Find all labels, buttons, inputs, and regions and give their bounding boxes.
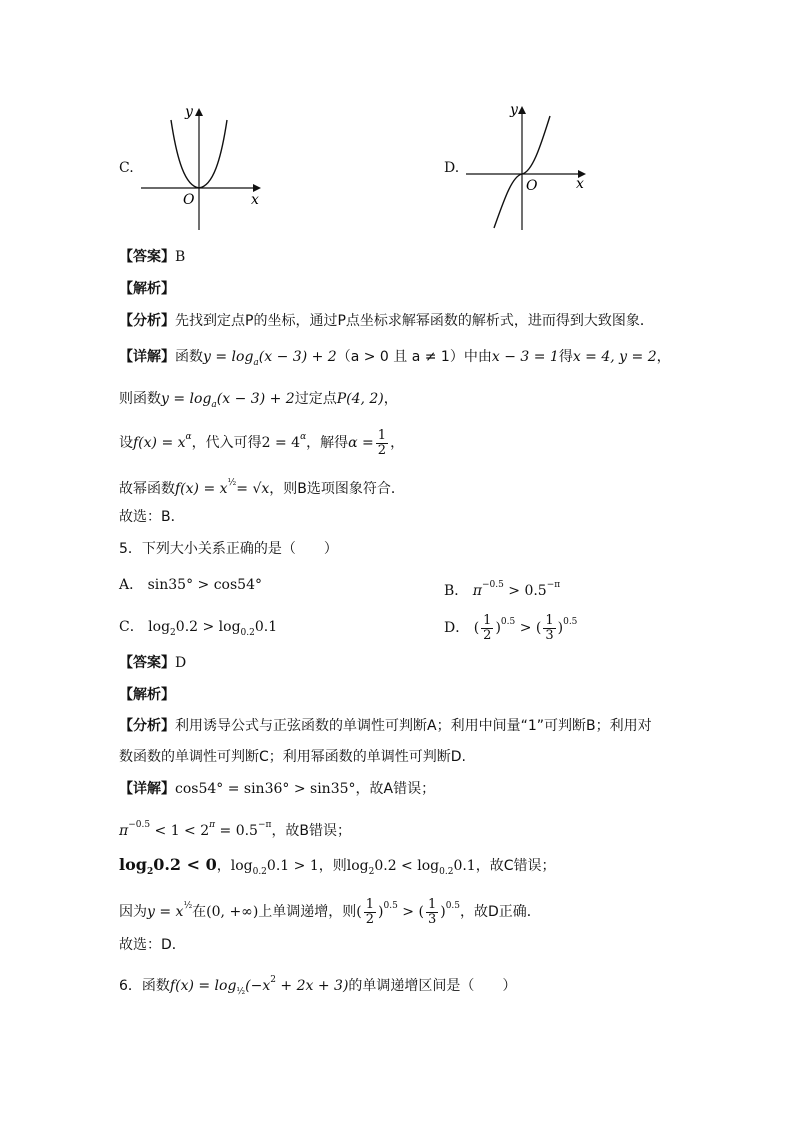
q4-detail-line-2	[119, 389, 398, 415]
math: = √x	[236, 481, 270, 497]
text: 利用诱导公式与正弦函数的单调性可判断A；利用中间量“1”可判断B；利用对	[175, 718, 652, 734]
axis-y-label: y	[185, 104, 193, 120]
math-sup: −π	[257, 820, 272, 830]
math: (0, +∞)	[206, 904, 259, 920]
x-axis-arrow	[253, 184, 261, 192]
graph-d-svg	[444, 100, 594, 235]
q4-fenxi-line	[119, 311, 654, 331]
analysis-tag: 【解析】	[119, 687, 175, 703]
math: (−x	[245, 978, 271, 994]
fraction	[426, 898, 438, 927]
fraction	[543, 614, 555, 643]
math-sup: 0.5	[445, 901, 461, 911]
text: ，	[383, 391, 398, 407]
axis-y-label: y	[510, 102, 518, 118]
math: cos54° = sin36° > sin35°	[175, 781, 356, 797]
numerator: 1	[365, 896, 375, 912]
math: >	[519, 620, 532, 636]
math-sub: 2	[368, 867, 375, 877]
fenxi-text: 先找到定点P的坐标，通过P点坐标求解幂函数的解析式，进而得到大致图象．	[175, 313, 654, 329]
math-sup: 2	[270, 975, 276, 985]
math: = 0.5	[215, 823, 258, 839]
math: (x − 3) + 2	[216, 391, 295, 407]
question-stem: 5．下列大小关系正确的是（ ）	[119, 541, 338, 557]
denominator: 2	[365, 911, 375, 927]
math-sup: ½	[227, 478, 237, 488]
math: log	[148, 619, 171, 635]
option-c-label: C.	[119, 160, 134, 176]
denominator: 3	[545, 627, 554, 643]
math-sub: ½	[236, 987, 246, 997]
text: ，代入可得	[191, 435, 262, 451]
option-label: A．	[119, 577, 144, 593]
text: 故选：D．	[119, 937, 186, 953]
answer-value: D	[175, 655, 187, 671]
text: 在	[192, 904, 207, 920]
q5-detail-line-1	[119, 779, 435, 799]
math: ，log	[216, 858, 253, 874]
math: 0.2 < log	[374, 858, 440, 874]
denominator: 2	[483, 627, 492, 643]
math-sup: −0.5	[128, 820, 151, 830]
math-sup: −π	[546, 580, 561, 590]
fraction	[364, 898, 376, 927]
q5-conclusion	[119, 935, 186, 955]
text: 6．函数	[119, 978, 170, 994]
numerator: 1	[377, 427, 387, 443]
text: ，	[656, 349, 671, 365]
math: π	[472, 583, 482, 599]
math: 2 = 4	[261, 435, 301, 451]
math: π	[119, 823, 129, 839]
y-axis-arrow	[195, 108, 203, 116]
math-sub: 2	[170, 628, 176, 638]
math: y = log	[203, 349, 254, 365]
text: ，故D正确．	[460, 904, 541, 920]
math: sin35° > cos54°	[147, 577, 262, 593]
denominator: 2	[377, 442, 387, 458]
origin-label: O	[183, 192, 195, 208]
math: 0.2 > log	[175, 619, 241, 635]
axis-x-label: x	[576, 176, 584, 192]
math-sub: a	[253, 358, 259, 368]
text: 因为	[119, 904, 147, 920]
y-axis-arrow	[518, 106, 526, 114]
fenxi-tag: 【分析】	[119, 313, 175, 329]
math: P(4, 2)	[336, 391, 384, 407]
q5-detail-line-3	[119, 855, 555, 882]
fraction	[376, 429, 388, 458]
graph-option-c	[119, 100, 269, 235]
math-sup: 0.5	[563, 617, 578, 627]
option-label: D．	[444, 620, 470, 636]
math: 0.1 > 1	[266, 858, 319, 874]
math: 0.1	[254, 619, 278, 635]
math: 0.1	[453, 858, 476, 874]
math-sup: 0.5	[383, 901, 398, 911]
answer-tag: 【答案】	[119, 655, 175, 671]
text: 故选：B．	[119, 509, 185, 525]
math: y = x	[147, 904, 184, 920]
q5-fenxi-line-2	[119, 747, 466, 767]
answer-tag: 【答案】	[119, 249, 175, 265]
math: x − 3 = 1	[491, 349, 559, 365]
math: (x − 3) + 2	[258, 349, 337, 365]
math-sup: 0.5	[500, 617, 516, 627]
q4-answer-line	[119, 247, 185, 267]
q5-stem	[119, 539, 338, 559]
q4-detail-line-4	[119, 473, 405, 499]
q5-fenxi-line-1	[119, 716, 652, 736]
math-sup: α	[185, 432, 192, 442]
analysis-tag: 【解析】	[119, 281, 175, 297]
math: y = log	[161, 391, 212, 407]
math: x = 4, y = 2	[572, 349, 657, 365]
math: + 2x + 3)	[275, 978, 349, 994]
text: 得	[558, 349, 573, 365]
text: ，解得	[306, 435, 349, 451]
math: < 1 < 2	[150, 823, 210, 839]
answer-value: B	[175, 249, 186, 265]
text: ，	[390, 435, 405, 451]
graph-option-d	[444, 100, 594, 235]
text: ，故C错误；	[475, 858, 556, 874]
q5-detail-line-4: 因为$y = x^{\frac{1}{2}}$在(0, +∞)上单调递增，则( $\frac{1}{2}$ )$^{0.5}$ > ( $\frac{1}{3}$ )$^{0.5}$，故D正确．	[119, 896, 541, 927]
math: 0.2 < 0	[153, 855, 217, 874]
numerator: 1	[545, 612, 554, 628]
denominator: 3	[427, 911, 437, 927]
origin-label: O	[526, 178, 538, 194]
q5-answer-line	[119, 653, 186, 673]
text: 设	[119, 435, 133, 451]
numerator: 1	[427, 896, 437, 912]
xiangjie-tag: 【详解】	[119, 349, 175, 365]
math-sub: 0.2	[252, 867, 267, 877]
math: α =	[348, 435, 374, 451]
math: log	[119, 855, 147, 874]
math-sub: 0.2	[240, 628, 255, 638]
q5-analysis-heading	[119, 685, 175, 705]
q4-detail-line-1	[119, 347, 671, 373]
math-sup: π	[209, 820, 216, 830]
math: >	[402, 904, 415, 920]
fenxi-tag: 【分析】	[119, 718, 175, 734]
math-sub: 0.2	[439, 867, 454, 877]
math: ，则log	[318, 858, 369, 874]
q4-detail-line-3	[119, 427, 404, 458]
q5-option-d: D． ( $\frac{1}{2}$ )$^{0.5}$ > ( $\frac{1}{3}$ )$^{0.5}$	[444, 612, 578, 643]
text: 上单调递增，则	[258, 904, 357, 920]
text: ，故B错误；	[271, 823, 352, 839]
option-d-label: D.	[444, 160, 460, 176]
math: f(x) = x	[175, 481, 228, 497]
text: （a > 0 且 a ≠ 1）中由	[336, 349, 492, 365]
option-label: C．	[119, 619, 144, 635]
text: 数函数的单调性可判断C；利用幂函数的单调性可判断D.	[119, 749, 467, 765]
q4-analysis-heading	[119, 279, 175, 299]
math-sup: ½	[183, 901, 193, 911]
text: ，故A错误；	[355, 781, 436, 797]
math-sub: a	[211, 400, 217, 410]
math-sup: α	[300, 432, 307, 442]
q5-option-a	[119, 575, 262, 595]
math-sup: −0.5	[481, 580, 504, 590]
axis-x-label: x	[251, 192, 259, 208]
q5-option-c	[119, 617, 277, 643]
q6-stem	[119, 970, 516, 1002]
numerator: 1	[483, 612, 492, 628]
text: 则函数	[119, 391, 161, 407]
text: 函数	[175, 349, 203, 365]
text: ，则B选项图象符合．	[269, 481, 405, 497]
q4-conclusion	[119, 507, 185, 527]
xiangjie-tag: 【详解】	[119, 781, 175, 797]
text: 故幂函数	[119, 481, 175, 497]
text: 过定点	[294, 391, 337, 407]
q5-option-b	[444, 575, 560, 601]
text: 的单调递增区间是（ ）	[348, 978, 517, 994]
option-label: B．	[444, 583, 469, 599]
math-sub: 2	[146, 867, 154, 877]
math: f(x) = log	[169, 978, 237, 994]
q5-detail-line-2	[119, 815, 351, 841]
math: f(x) = x	[133, 435, 186, 451]
graph-c-svg	[119, 100, 269, 235]
math: > 0.5	[503, 583, 547, 599]
fraction	[481, 614, 493, 643]
